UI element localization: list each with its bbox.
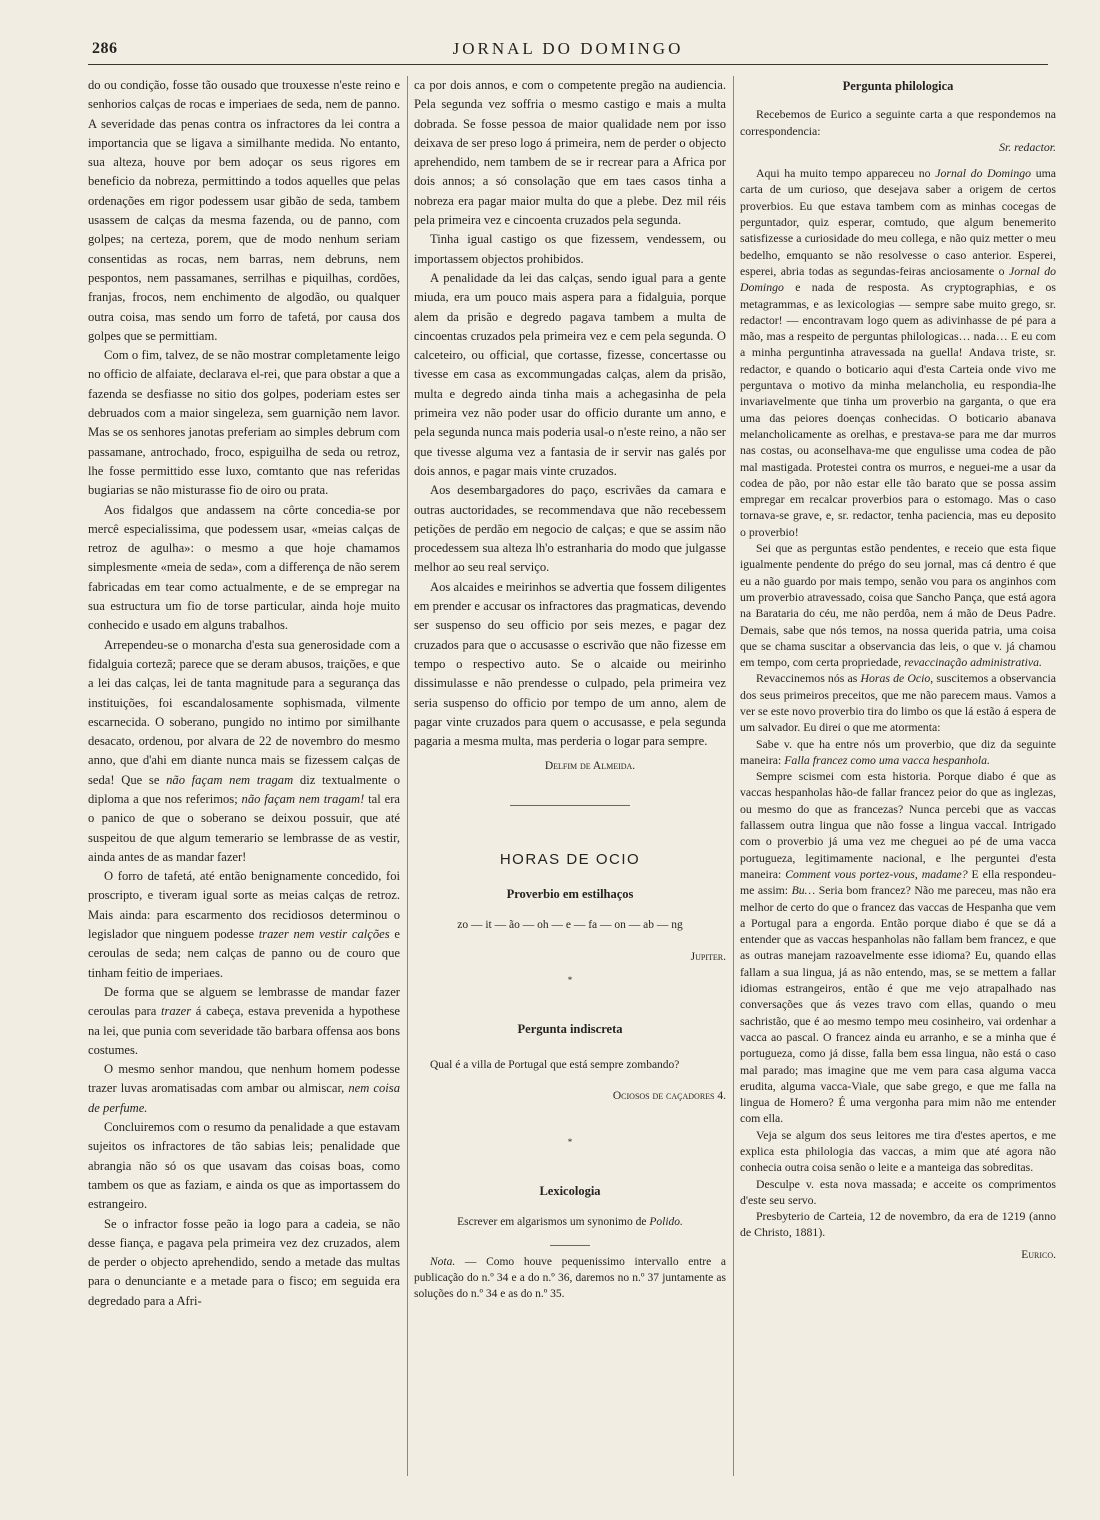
text: E ella respondeu-me assim: — [740, 866, 1056, 898]
short-rule — [550, 1245, 590, 1246]
note-label: Nota. — [430, 1255, 456, 1268]
paragraph — [740, 736, 1056, 769]
text: e ceroulas de seda; nem calças de panno ou de couro que tinham feitio de imperiaes. — [88, 927, 400, 980]
italic-text: revaccinação administrativa. — [904, 655, 1042, 670]
star-separator: * — [567, 974, 573, 985]
author-signature: Eurico. — [1021, 1248, 1056, 1261]
italic-text: nem coisa de perfume. — [88, 1081, 400, 1115]
puzzle-signature: Jupiter. — [690, 950, 726, 963]
column-divider — [407, 76, 408, 1476]
text: Arrependeu-se o monarcha d'esta sua generosidade com a fidalguia cortezã; parece que se deram abusos, traições, e que a lei das calças, lei de tanta magnitude para a segurança das instituições, foi escandalosamente sophismada, vilmente escarnecida. O soberano, pungido no intimo por similhante desacato, ordenou, por alvara de 22 de novembro do mesmo anno, que d'ahi em diante nunca mais se fizessem calças de seda! Que se — [88, 637, 400, 787]
text: á cabeça, estava prevenida a hypothese na lei, que punia com severidade tão barbara offensa aos bons costumes. — [88, 1004, 400, 1057]
italic-text: Comment vous portez-vous, madame? — [785, 866, 968, 881]
paragraph — [740, 768, 1056, 1127]
italic-text: não façam nem tragam — [166, 772, 294, 787]
text: tal era o panico de que o soberano se deixou possuir, que até suspeitou de que algum temerario se lembrasse de as vestir, ainda antes de as mandar fazer! — [88, 791, 400, 864]
paragraph: Veja se algum dos seus leitores me tira d'estes apertos, e me explica esta philologia das vaccas, a mim que até agora não conhecia outra coisa senão o leite e a manteiga das sobreditas. — [740, 1127, 1056, 1175]
paragraph: do ou condição, fosse tão ousado que trouxesse n'este reino e senhorios calças de rocas e imperiaes de seda, nem de panno. A severidade das penas contra os infractores da lei contra a importancia que se ligava a similhante medida. No entanto, sua alteza, houve por bem adoçar os seus rigores em beneficio da nobreza, permittindo a todos aquelles que pelas ordenações em rigor podessem usar gibão de seda, tambem usassem de calças da mesma fazenda, ou de panno, com golpes; na certeza, porem, que de modo nenhum seriam consentidas as rocas, nem barras, nem debruns, nem pespontos, nem passamanes, serrilhas e piquilhas, cordões, franjas, frocos, nem enchimento de algodão, ou qualquer outra coisa, mas sendo um forro de tafetá, por causa dos golpes que se permittiam. — [88, 78, 400, 343]
puzzle-signature: Ociosos de caçadores 4. — [612, 1090, 726, 1103]
section-title: HORAS DE OCIO — [499, 850, 641, 868]
text: O mesmo senhor mandou, que nenhum homem podesse trazer luvas aromatisadas com ambar ou almiscar, — [88, 1062, 400, 1096]
text: Revaccinemos nós as — [756, 671, 861, 686]
paragraph: ca por dois annos, e com o competente pregão na audiencia. Pela segunda vez soffria o mesmo castigo e mais a multa dobrada. Se fosse pessoa de maior qualidade nem por isso deixava de ser preso logo á primeira, nem de perder o objecto aprehendido, nem tambem de se ir recrear para a Africa por dois annos; a só consolação que em taes casos tinha a nobreza era pagar maior multa do que a plebe. Dez mil réis pela primeira vez e cincoenta cruzados pela segunda. — [414, 78, 726, 228]
italic-text: Jornal do Domingo — [740, 263, 1056, 295]
paragraph — [88, 636, 400, 868]
section-separator — [510, 805, 630, 806]
author-signature: Delfim de Almeida. — [544, 760, 636, 773]
paragraph — [88, 867, 400, 983]
star-separator: * — [567, 1136, 573, 1147]
paragraph — [740, 670, 1056, 735]
paragraph: Aos alcaides e meirinhos se advertia que fossem diligentes em prender e accusar os infractores das pragmaticas, devendo ser suspenso do seu officio por seis mezes, e pagar dez cruzados para que o accusasse o escrivão que não fizesse em tempo o respectivo auto. Se o alcaide ou meirinho dissimulasse e não prendesse o culpado, pela primeira vez seria suspenso do officio por tempo de um anno, alem de pagar vinte cruzados para quem o accusasse, e pela segunda pagaria a mesma multa, mas perderia o logar para sempre. — [414, 579, 726, 749]
paragraph: Se o infractor fosse peão ia logo para a cadeia, se não desse fiança, e pagava pela primeira vez dez cruzados, alem de perder o objecto aprehendido, sendo a metade das multas para o denunciante e a metade para o fisco; em seguida era degredado para a Afri- — [88, 1216, 400, 1308]
paragraph: Com o fim, talvez, de se não mostrar completamente leigo no officio de alfaiate, declarava el-rei, que para obstar a que a fazenda se desfiasse no sitio dos golpes, poderiam estes ser debruados com a maior singeleza, sem guarnição nem lavor. Mas se os senhores janotas preferiam ao simples debrum com passamane, antrochado, froco, espiguilha de seda ou retroz, lhe fosse permittido esse luxo, comtanto que nas referidas bugiarias se não misturasse fio de oiro ou prata. — [88, 348, 400, 498]
paragraph: Desculpe v. esta nova massada; e acceite os comprimentos d'este seu servo. — [740, 1176, 1056, 1207]
paragraph: Aos fidalgos que andassem na côrte concedia-se por mercê especialissima, que podessem usar, «meias calças de retroz de agulha»: o mesmo a que hoje chamamos simplesmente «meia de seda», com a differença de não serem fabricadas em tear como actualmente, e de se empregar na sua estructura um fio de torse particular, ainda hoje muito conhecido e usado em alguns trabalhos. — [88, 502, 400, 633]
salutation — [740, 139, 1056, 155]
page-number: 286 — [92, 40, 118, 57]
puzzle-text — [414, 1213, 726, 1232]
text: Seria bom francez? Não me pareceu, mas não era melhor de certo do que o francez das vaccas de Hespanha que vem a Portugal para a engorda. Então porque diabo é que se dá a entender que as vaccas hespanholas não fallam bem francez, e que as outras manejam razoavelmente esse idioma? Eu, quando ellas fallam a sua lingua, já as não entendo, mas, se se mettem a fallar idiomas estrangeiros, então é que me vejo atrapalhado nas conversações que ás vezes travo com ellas, quando o meu sachristão, que é ao mesmo tempo meu cosinheiro, vai ordenhar a vacca ao pascal. O francez ainda eu arranho, e se a minha que é portugueza, como já disse, falla bem essa lingua, não está o caso mal parado; mas imagine que me vem para casa alguma vacca erudita, alguma vacca-Viale, que sabe grego, e que me falla na lingua de Homero? É uma vergonha para mim não me entender com ella. — [740, 883, 1056, 1126]
paragraph — [88, 1060, 400, 1118]
text: diz textualmente o diploma a que nos referimos; — [88, 772, 400, 806]
paragraph — [88, 983, 400, 1060]
italic-text: não façam nem tragam! — [241, 791, 365, 806]
text: Escrever em algarismos um synonimo de — [457, 1216, 650, 1229]
italic-text: Bu… — [791, 883, 816, 898]
text: Aqui ha muito tempo appareceu no — [756, 166, 936, 181]
column-2 — [414, 76, 726, 1481]
italic-text: trazer nem vestir calções — [258, 927, 390, 942]
column-3 — [740, 76, 1056, 1481]
article-title: Pergunta philologica — [842, 79, 954, 93]
text: e nada de resposta. As cryptographias, e os metagrammas, e as lexicologias — sempre sabe muito grego, sr. redactor! — encontravam logo quem as adivinhasse de pé para a mão, mas a respeito de perguntas philologicas… nada… E eu com a minha perguntinha atravessada na guella! Andava triste, sr. redactor, e quando o boticario aqui d'esta Carteia onde vivo me perguntava o motivo da minha melancholia, eu respondia-lhe invariavelmente que tinha um proverbio na garganta, o que era uma das peiores doenças conhecidas. O boticario abanava melancholicamente as orelhas, e prestava-se para me dar murros nas costas, ou aconselhava-me que engulisse uma codea de pão mal mastigada. Protestei contra os murros, e neguei-me a usar da codea de pão, por não estar elle tão barato que se possa assim empregar em recalcar proverbios para o estomago. Mas o caso tornava-se grave, e, sr. redactor, tenha paciencia, mas eu deposito o proverbio! — [740, 280, 1056, 539]
puzzle-title: Pergunta indiscreta — [517, 1022, 623, 1037]
italic-text: Falla francez como uma vacca hespanhola. — [784, 752, 990, 767]
paragraph: Concluiremos com o resumo da penalidade a que estavam sujeitos os infractores de tão sabias leis; penalidade que abrangia não só os que usavam das coisas boas, como tambem os que as faziam, e ainda os que as importassem do estrangeiro. — [88, 1120, 400, 1212]
column-divider — [733, 76, 734, 1476]
paragraph: A penalidade da lei das calças, sendo igual para a gente miuda, era um pouco mais aspera para a fidalguia, porque alem da prisão e degredo pagava tambem a multa de cincoentas cruzados pela primeira vez e cem pela segunda. O calceteiro, ou official, que cortasse, fizesse, concertasse ou tivesse em casa as excommungadas calças, alem da prisão, multa e degredo ainda tinha mais a achegasinha de pela primeira vez não poder usar do officio durante um anno, e pela segunda nunca mais poderia usal-o n'este reino, a não ser que tivesse alguma vez a fantasia de ir servir nas galés por dois annos, e pagar mais vinte cruzados. — [414, 270, 726, 478]
text: Sei que as perguntas estão pendentes, e receio que esta fique igualmente pendente do prégo do seu jornal, mas cá dentro é que eu a não guardo por mais tempo, senão vou para os anginhos com um proverbio atravessado, coisa que Sancho Pança, que está agora na Barataria do céu, me não perdôa, nem á mão de Deus Padre. Demais, sabe que nós temos, na nossa querida patria, uma coisa que se chama suscitar a observancia das leis, o que v. já chamou em tempo, com certa propriedade, — [740, 541, 1056, 670]
page-header — [88, 38, 1048, 65]
note-paragraph — [414, 1254, 726, 1302]
italic-text: Horas de Ocio — [860, 671, 931, 686]
italic-text: Polido. — [649, 1216, 683, 1229]
text: Sabe v. que ha entre nós um proverbio, que diz da seguinte maneira: — [740, 736, 1056, 767]
text: O forro de tafetá, até então benignamente concedido, foi proscripto, e tiveram igual sorte as meias calças de retroz. Mais ainda: para escarmento dos recidiosos determinou o legislador que ninguem podesse — [88, 869, 400, 942]
paragraph — [740, 540, 1056, 670]
text: — Como houve pequenissimo intervallo entre a publicação do n.º 34 e a do n.º 36, daremos no n.º 37 juntamente as soluções do n.º 34 e as do n.º 35. — [414, 1255, 726, 1300]
text: , suscitemos a observancia dos seus primeiros preceitos, que me não parecem maus. Vamos a ver se este novo proverbio tira do limbo os que lá estão á espera de um salvador. Eu direi o que me atormenta: — [740, 671, 1056, 735]
paragraph — [740, 165, 1056, 540]
paragraph: Aos desembargadores do paço, escrivães da camara e outras auctoridades, se recommendava que não recebessem petições de perdão em negocio de calças; e que se assim não procedessem sua alteza lh'o estranharia do modo que julgasse melhor ao seu real serviço. — [414, 483, 726, 575]
column-1 — [88, 76, 400, 1481]
puzzle-text: Qual é a villa de Portugal que está sempre zombando? — [430, 1059, 680, 1072]
text: uma carta de um curioso, que desejava saber a origem de certos proverbios. Eu que estava tambem com as minhas cocegas de perguntador, quiz esperar, comtudo, que algum benemerito satisfizesse a curiosidade do meu collega, e não quiz metter o meu bedelho, emquanto se não resolvesse o caso anterior. Esperei, esperei, abria todas as segundas-feiras anciosamente o — [740, 166, 1056, 278]
paragraph: Tinha igual castigo os que fizessem, vendessem, ou importassem objectos prohibidos. — [414, 232, 726, 266]
paragraph: Presbyterio de Carteia, 12 de novembro, da era de 1219 (anno de Christo, 1881). — [740, 1209, 1056, 1240]
italic-text: trazer — [161, 1004, 192, 1019]
text: De forma que se alguem se lembrasse de mandar fazer ceroulas para — [88, 984, 400, 1019]
text: Sempre scismei com esta historia. Porque diabo é que as vaccas hespanholas hão-de fallar francez peior do que as inglezas, ou mesmo do que as francezas? Nunca percebi que as vaccas fallassem outra lingua que não fosse a lingua vaccal. Intrigado com o proverbio já uma vez me cheguei ao pé de uma vacca portugueza, legitimamente nacional, e lhe perguntei d'esta maneira: — [740, 769, 1056, 881]
italic-text: Jornal do Domingo — [935, 166, 1032, 181]
puzzle-title: Lexicologia — [539, 1184, 601, 1199]
masthead: JORNAL DO DOMINGO — [452, 39, 684, 58]
paragraph: Recebemos de Eurico a seguinte carta a que respondemos na correspondencia: — [740, 107, 1056, 138]
italic-text: Sr. redactor. — [999, 139, 1056, 154]
puzzle-title: Proverbio em estilhaços — [506, 886, 634, 901]
puzzle-text: zo — it — ão — oh — e — fa — on — ab — ng — [457, 919, 683, 932]
